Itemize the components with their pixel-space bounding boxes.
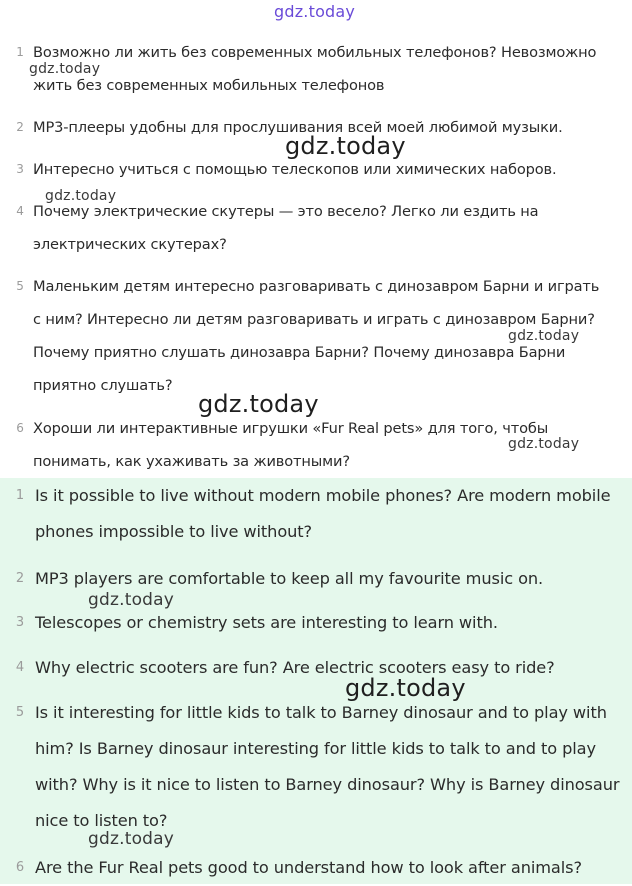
item-number: 2 xyxy=(16,120,24,134)
item-text xyxy=(33,195,629,261)
watermark: gdz.today xyxy=(198,390,319,418)
text-line: with? Why is it nice to listen to Barney dinosaur? Why is Barney dinosaur xyxy=(35,775,620,794)
text-line: Почему приятно слушать динозавра Барни? Почему динозавра Барни xyxy=(33,344,566,361)
text-line: электрических скутерах? xyxy=(33,236,227,253)
text-line: Маленьким детям интересно разговаривать с динозавром Барни и играть xyxy=(33,278,600,295)
watermark: gdz.today xyxy=(508,328,580,344)
item-number: 5 xyxy=(15,705,25,720)
item-number: 6 xyxy=(15,860,25,875)
watermark: gdz.today xyxy=(88,590,175,610)
item-number: 1 xyxy=(16,45,24,59)
text-line: him? Is Barney dinosaur interesting for little kids to talk to and to play xyxy=(35,739,596,758)
item-number: 4 xyxy=(15,660,25,675)
text-line: phones impossible to live without? xyxy=(35,522,313,541)
item-number: 6 xyxy=(16,421,24,435)
text-line: Why electric scooters are fun? Are electric scooters easy to ride? xyxy=(35,658,555,677)
watermark-top: gdz.today xyxy=(274,2,356,21)
item-text xyxy=(35,478,631,550)
text-line: Is it interesting for little kids to talk to Barney dinosaur and to play with xyxy=(35,703,607,722)
item-text xyxy=(35,605,631,641)
item-text xyxy=(35,850,631,886)
text-line: понимать, как ухаживать за животными? xyxy=(33,453,350,470)
text-line: Хороши ли интерактивные игрушки «Fur Real pets» для того, чтобы xyxy=(33,420,549,437)
text-line: MP3 players are comfortable to keep all my favourite music on. xyxy=(35,569,544,588)
watermark: gdz.today xyxy=(508,436,580,452)
item-text xyxy=(35,650,631,686)
item-number: 1 xyxy=(15,488,25,503)
text-line: Is it possible to live without modern mobile phones? Are modern mobile xyxy=(35,486,611,505)
watermark: gdz.today xyxy=(88,829,175,849)
text-line: Интересно учиться с помощью телескопов или химических наборов. xyxy=(33,161,557,178)
item-number: 3 xyxy=(16,162,24,176)
text-line: Telescopes or chemistry sets are interesting to learn with. xyxy=(35,613,498,632)
text-line: nice to listen to? xyxy=(35,811,168,830)
watermark: gdz.today xyxy=(345,674,466,702)
text-line: жить без современных мобильных телефонов xyxy=(33,77,385,94)
item-number: 4 xyxy=(16,204,24,218)
text-line: с ним? Интересно ли детям разговаривать и играть с динозавром Барни? xyxy=(33,311,595,328)
text-line: Are the Fur Real pets good to understand how to look after animals? xyxy=(35,858,582,877)
item-text xyxy=(35,695,631,839)
text-line: Возможно ли жить без современных мобильных телефонов? Невозможно xyxy=(33,44,597,61)
item-text xyxy=(33,36,629,102)
text-line: Почему электрические скутеры — это весело? Легко ли ездить на xyxy=(33,203,539,220)
item-number: 3 xyxy=(15,615,25,630)
watermark: gdz.today xyxy=(285,132,406,160)
watermark: gdz.today xyxy=(29,61,101,77)
text-line: приятно слушать? xyxy=(33,377,173,394)
text-line: MP3-плееры удобны для прослушивания всей моей любимой музыки. xyxy=(33,119,563,136)
item-number: 2 xyxy=(15,571,25,586)
watermark: gdz.today xyxy=(45,188,117,204)
item-number: 5 xyxy=(16,279,24,293)
